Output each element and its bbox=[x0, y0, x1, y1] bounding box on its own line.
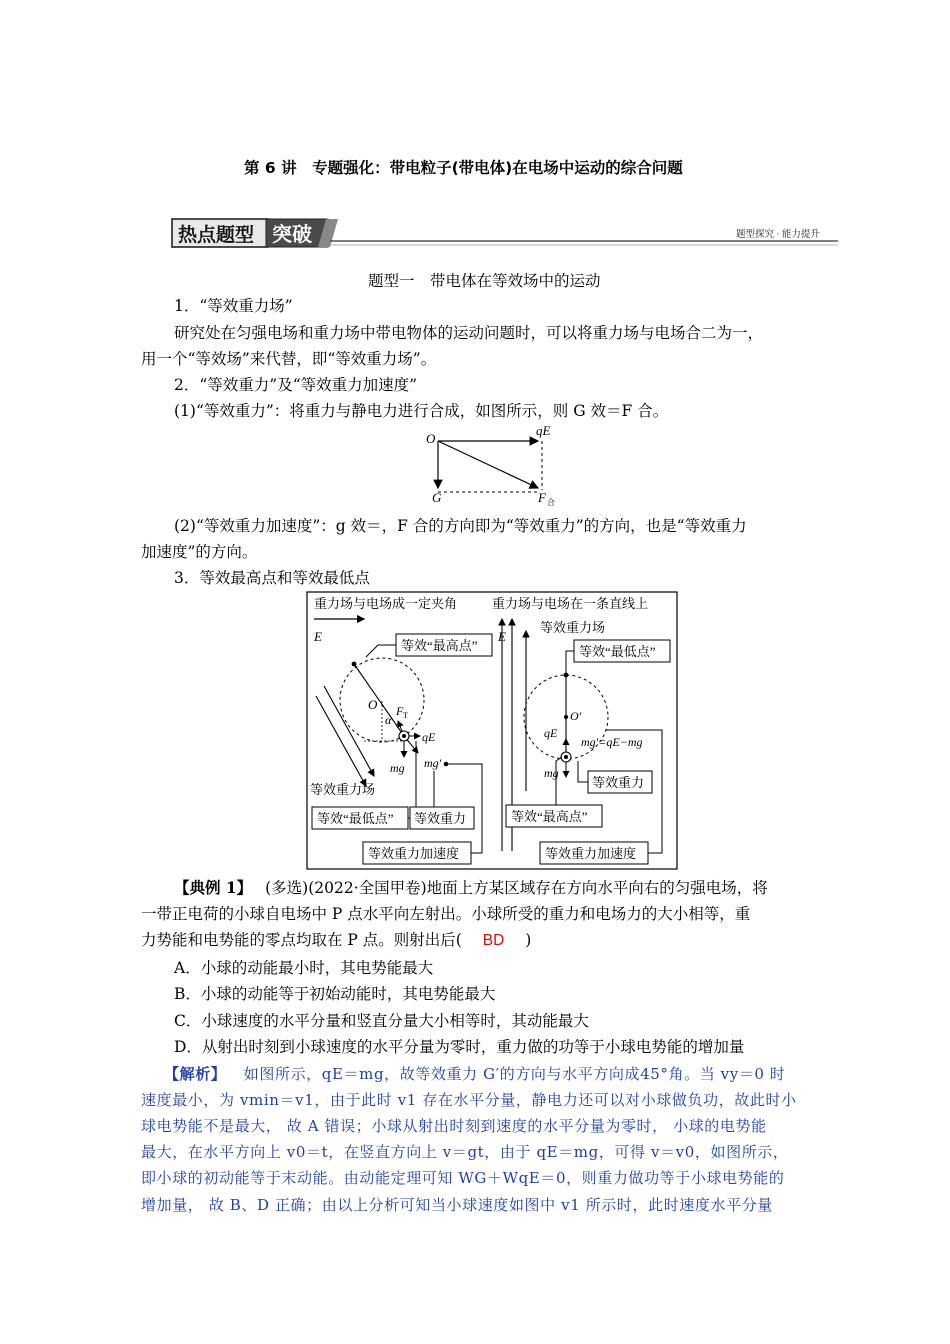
example-line2: 一带正电荷的小球自电场中 P 点水平向左射出。小球所受的重力和电场力的大小相等，重 bbox=[141, 905, 751, 923]
analysis-text-1: 如图所示，qE＝mg，故等效重力 G′的方向与水平方向成45°角。当 vy＝0 时 bbox=[243, 1065, 786, 1083]
fig2-FT: F bbox=[396, 704, 404, 718]
box-top-right: 等效“最高点” bbox=[511, 809, 588, 824]
p2-heading: 2．“等效重力”及“等效重力加速度” bbox=[174, 376, 418, 394]
section-title: 题型一 带电体在等效场中的运动 bbox=[368, 272, 601, 290]
box-top-left: 等效“最高点” bbox=[401, 638, 478, 653]
p2-item2-line1: (2)“等效重力加速度”：g 效＝，F 合的方向即为“等效重力”的方向，也是“等效重力 bbox=[174, 517, 747, 535]
p2-item2-line2: 加速度”的方向。 bbox=[141, 543, 258, 561]
fig2-qE-right: qE bbox=[544, 726, 558, 740]
analysis-line2: 速度最小，为 vmin＝v1，由于此时 v1 存在水平分量，静电力还可以对小球做负功，故此时小 bbox=[141, 1091, 797, 1109]
fig1-G-label: G bbox=[432, 490, 442, 505]
eq-field-left: 等效重力场 bbox=[310, 782, 376, 797]
banner-left-text: 热点题型 bbox=[178, 225, 255, 246]
analysis-line1 bbox=[164, 1062, 786, 1086]
analysis-line5: 即小球的初动能等于末动能。由动能定理可知 WG＋WqE＝0，则重力做功等于小球电势能的 bbox=[141, 1169, 785, 1187]
option-a: A．小球的动能最小时，其电势能最大 bbox=[174, 959, 434, 977]
example-line3 bbox=[141, 928, 531, 953]
example-text-line3: 力势能和电势能的零点均取在 P 点。则射出后( bbox=[141, 931, 462, 949]
example-text-line1: (多选)(2022·全国甲卷)地面上方某区域存在方向水平向右的匀强电场，将 bbox=[265, 879, 768, 897]
fig2-mg-left: mg bbox=[390, 761, 405, 775]
fig1-F-label: F bbox=[538, 490, 546, 505]
p1-line1: 研究处在匀强电场和重力场中带电物体的运动问题时，可以将重力场与电场合二为一， bbox=[174, 324, 764, 342]
box-weight-right: 等效重力 bbox=[592, 775, 645, 790]
fig2-qE-left: qE bbox=[422, 730, 436, 744]
fig2-right-title: 重力场与电场在一条直线上 bbox=[492, 596, 649, 611]
force-composition-figure bbox=[420, 422, 570, 508]
equivalent-field-figure bbox=[306, 591, 678, 871]
p3-heading: 3．等效最高点和等效最低点 bbox=[174, 569, 370, 587]
p1-line2: 用一个“等效场”来代替，即“等效重力场”。 bbox=[141, 350, 437, 368]
p2-item1: (1)“等效重力”：将重力与静电力进行合成，如图所示，则 G 效＝F 合。 bbox=[174, 402, 669, 420]
fig2-FT-sub: T bbox=[403, 711, 408, 720]
fig2-O-left: O bbox=[368, 697, 378, 712]
section-banner bbox=[170, 216, 840, 250]
fig1-O-label: O bbox=[426, 431, 436, 446]
analysis-line3: 球电势能不是最大， 故 A 错误；小球从射出时刻到速度的水平分量为零时， 小球的电势能 bbox=[141, 1117, 767, 1135]
example-answer: BD bbox=[482, 932, 505, 949]
example-text-line3-end: ) bbox=[525, 931, 532, 949]
box-weight-left: 等效重力 bbox=[414, 811, 467, 826]
option-c: C．小球速度的水平分量和竖直分量大小相等时，其动能最大 bbox=[174, 1012, 589, 1030]
banner-right-text: 题型探究 · 能力提升 bbox=[736, 230, 820, 240]
p1-heading: 1．“等效重力场” bbox=[174, 297, 293, 315]
fig1-qE-label: qE bbox=[536, 423, 551, 438]
fig2-left-title: 重力场与电场成一定夹角 bbox=[314, 596, 458, 611]
box-low-left: 等效“最低点” bbox=[317, 811, 394, 826]
analysis-line6: 增加量， 故 B、D 正确；由以上分析可知当小球速度如图中 v1 所示时，此时速度水平分量 bbox=[141, 1196, 773, 1214]
analysis-label: 【解析】 bbox=[164, 1065, 227, 1083]
option-d: D．从射出时刻到小球速度的水平分量为零时，重力做的功等于小球电势能的增加量 bbox=[174, 1038, 745, 1056]
fig2-E-left: E bbox=[314, 629, 322, 644]
fig2-mgp-left: mg′ bbox=[424, 756, 442, 770]
example-label: 【典例 1】 bbox=[174, 878, 253, 897]
fig2-alpha: α bbox=[385, 713, 392, 727]
box-acc-right: 等效重力加速度 bbox=[545, 846, 637, 861]
fig1-F-sub: 合 bbox=[547, 498, 555, 507]
analysis-line4: 最大，在水平方向上 v0＝t，在竖直方向上 v＝gt，由于 qE＝mg，可得 v＝v0，如图所示， bbox=[141, 1143, 789, 1161]
page-title: 第 6 讲 专题强化：带电粒子(带电体)在电场中运动的综合问题 bbox=[244, 159, 683, 177]
fig2-mg-right: mg bbox=[544, 766, 559, 780]
example-line1 bbox=[174, 876, 768, 900]
box-low-right: 等效“最低点” bbox=[579, 644, 656, 659]
fig2-mgp-right: mg′=qE−mg bbox=[581, 735, 643, 749]
option-b: B．小球的动能等于初始动能时，其电势能最大 bbox=[174, 985, 496, 1003]
fig2-O-right: O′ bbox=[570, 709, 582, 723]
fig2-E-right: E bbox=[498, 629, 506, 644]
eq-field-right: 等效重力场 bbox=[540, 620, 606, 635]
banner-highlight: 突破 bbox=[272, 224, 312, 246]
box-acc-left: 等效重力加速度 bbox=[368, 846, 460, 861]
